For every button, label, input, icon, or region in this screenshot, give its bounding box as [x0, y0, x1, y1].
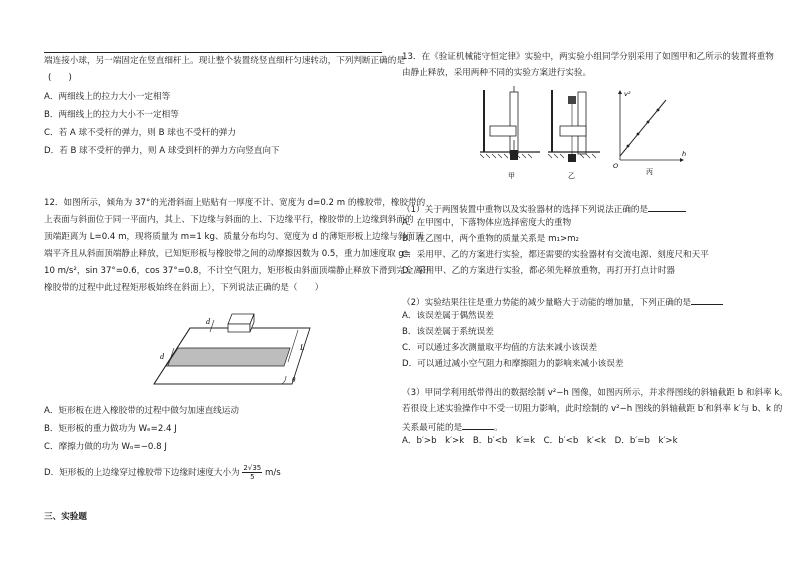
- q12-option-d-text: D．矩形板的上边缘穿过橡胶带下边缘时速度大小为: [44, 468, 240, 478]
- q11-option-b: B．两细线上的拉力大小不一定相等: [44, 110, 179, 120]
- section-3-heading: 三、实验题: [44, 512, 87, 522]
- q12-option-b: B．矩形板的重力做功为 Wₑ=2.4 J: [44, 424, 177, 434]
- q13-p1-option-c: C．采用甲、乙的方案进行实验，都还需要的实验器材有交流电源、刻度尺和天平: [402, 250, 709, 260]
- q13-p1-option-d: D．采用甲、乙的方案进行实验，都必须先释放重物，再打开打点计时器: [402, 266, 676, 276]
- fig-label-d-top: d: [206, 317, 210, 326]
- q13-p1-blank: [648, 202, 686, 212]
- q12-option-d-fraction: [242, 464, 262, 481]
- fig-label-h: h: [682, 150, 687, 158]
- q13-p3-line-1: （3）甲同学利用纸带得出的数据绘制 v²−h 图像，如图丙所示，并求得图线的斜轴截距 b 和斜率 k。: [402, 388, 788, 398]
- fig-label-v2: v²: [624, 90, 631, 98]
- q12-option-c: C．摩擦力做的功为 Wₒ=−0.8 J: [44, 442, 167, 452]
- q13-p1-option-b: B．在乙图中，两个重物的质量关系是 m₁>m₂: [402, 234, 579, 244]
- fig-label-d-belt: d: [160, 352, 164, 361]
- q13-p3-line-2: 若很设上述实验操作中不受一切阻力影响，此时绘制的 v²−h 图线的斜轴截距 b′和斜率 k′与 b、k 的: [402, 404, 783, 414]
- fig-label-theta: θ: [292, 376, 296, 384]
- q11-option-d: D．若 B 球不受杆的弹力，则 A 球受到杆的弹力方向竖直向下: [44, 146, 280, 156]
- q11-option-a: A．两细线上的拉力大小一定相等: [44, 92, 171, 102]
- q13-p1-stem-text: （1）关于两图装置中重物以及实验器材的选择下列说法正确的是: [402, 205, 649, 215]
- q13-p3-line-3-text: 关系最可能的是: [402, 423, 463, 433]
- q13-p2-option-d: D．可以通过减小空气阻力和摩擦阻力的影响来减小该误差: [402, 359, 624, 369]
- q13-p2-stem-text: （2）实验结果往往是重力势能的减少量略大于动能的增加量，下列正确的是: [402, 298, 692, 308]
- q13-p3-period: 。: [494, 423, 503, 433]
- q13-p2-option-c: C．可以通过多次测量取平均值的方法来减小该误差: [402, 343, 598, 353]
- q12-line-6: 橡胶带的过程中此过程矩形板始终在斜面上），下列说法正确的是（ ）: [44, 283, 324, 293]
- fig-label-o: O: [613, 162, 619, 170]
- q12-line-4: 端平齐且从斜面顶端静止释放，已知矩形板与橡胶带之间的动摩擦因数为 0.5，重力加速度取 g=: [44, 249, 411, 259]
- q13-p2-stem: [402, 295, 723, 309]
- q13-line-1: 13．在《验证机械能守恒定律》实验中，两实验小组同学分别采用了如图甲和乙所示的装置将重物: [402, 52, 774, 62]
- q12-line-2: 上表面与斜面位于同一平面内，其上、下边缘与斜面的上、下边缘平行，橡胶带的上边缘到斜面的: [44, 215, 414, 225]
- fraction-denominator: 5: [250, 473, 255, 481]
- q13-p2-option-b: B．该误差属于系统误差: [402, 327, 494, 337]
- fig-label-l: L: [300, 343, 305, 352]
- q13-p1-stem: [402, 202, 686, 216]
- fraction-numerator: 2√35: [243, 464, 262, 472]
- fig-label-yi: 乙: [568, 172, 575, 180]
- apparatus-yi: [548, 90, 600, 180]
- q12-line-5: 10 m/s²，sin 37°=0.6，cos 37°=0.8，不计空气阻力，矩形板由斜面顶端静止释放下滑到完全离开: [44, 266, 431, 276]
- q12-option-d-unit: m/s: [264, 468, 281, 478]
- q13-p3-line-3: [402, 420, 503, 434]
- q12-line-3: 顶端距离为 L=0.4 m，现将质量为 m=1 kg、质量分布均匀、宽度为 d 的薄矩形板上边缘与斜面顶: [44, 232, 424, 242]
- q11-answer-paren: ( ): [48, 73, 72, 83]
- q12-option-a: A．矩形板在进入橡胶带的过程中做匀加速直线运动: [44, 406, 239, 416]
- q13-p2-blank: [691, 295, 723, 305]
- fig-label-jia: 甲: [508, 172, 515, 180]
- q13-p3-options: A．b′>b k′>k B．b′<b k′=k C．b′<b k′<k D．b′=b k′>k: [402, 436, 678, 446]
- fig-label-bing: 丙: [646, 168, 653, 176]
- q13-line-2: 由静止释放，采用两种不同的实验方案进行实验。: [402, 68, 592, 78]
- incline-figure: [150, 300, 320, 390]
- top-rule: [44, 52, 382, 53]
- q12-option-d: [44, 464, 281, 481]
- q11-stem: 端连接小球，另一端固定在竖直细杆上。现让整个装置绕竖直细杆匀速转动，下列判断正确的是: [44, 56, 405, 66]
- q13-p1-option-a: A．在甲图中，下落物体应选择密度大的重物: [402, 218, 572, 228]
- apparatus-figures: [450, 82, 700, 182]
- q13-p3-blank: [462, 420, 494, 430]
- graph-bing: [613, 90, 686, 176]
- q11-option-c: C．若 A 球不受杆的弹力，则 B 球也不受杆的弹力: [44, 128, 236, 138]
- q13-p2-option-a: A．该误差属于偶然误差: [402, 311, 494, 321]
- apparatus-jia: [480, 86, 540, 180]
- q12-line-1: 12．如图所示，倾角为 37°的光滑斜面上贴贴有一厚度不计、宽度为 d=0.2 m 的橡胶带，橡胶带的: [44, 198, 426, 208]
